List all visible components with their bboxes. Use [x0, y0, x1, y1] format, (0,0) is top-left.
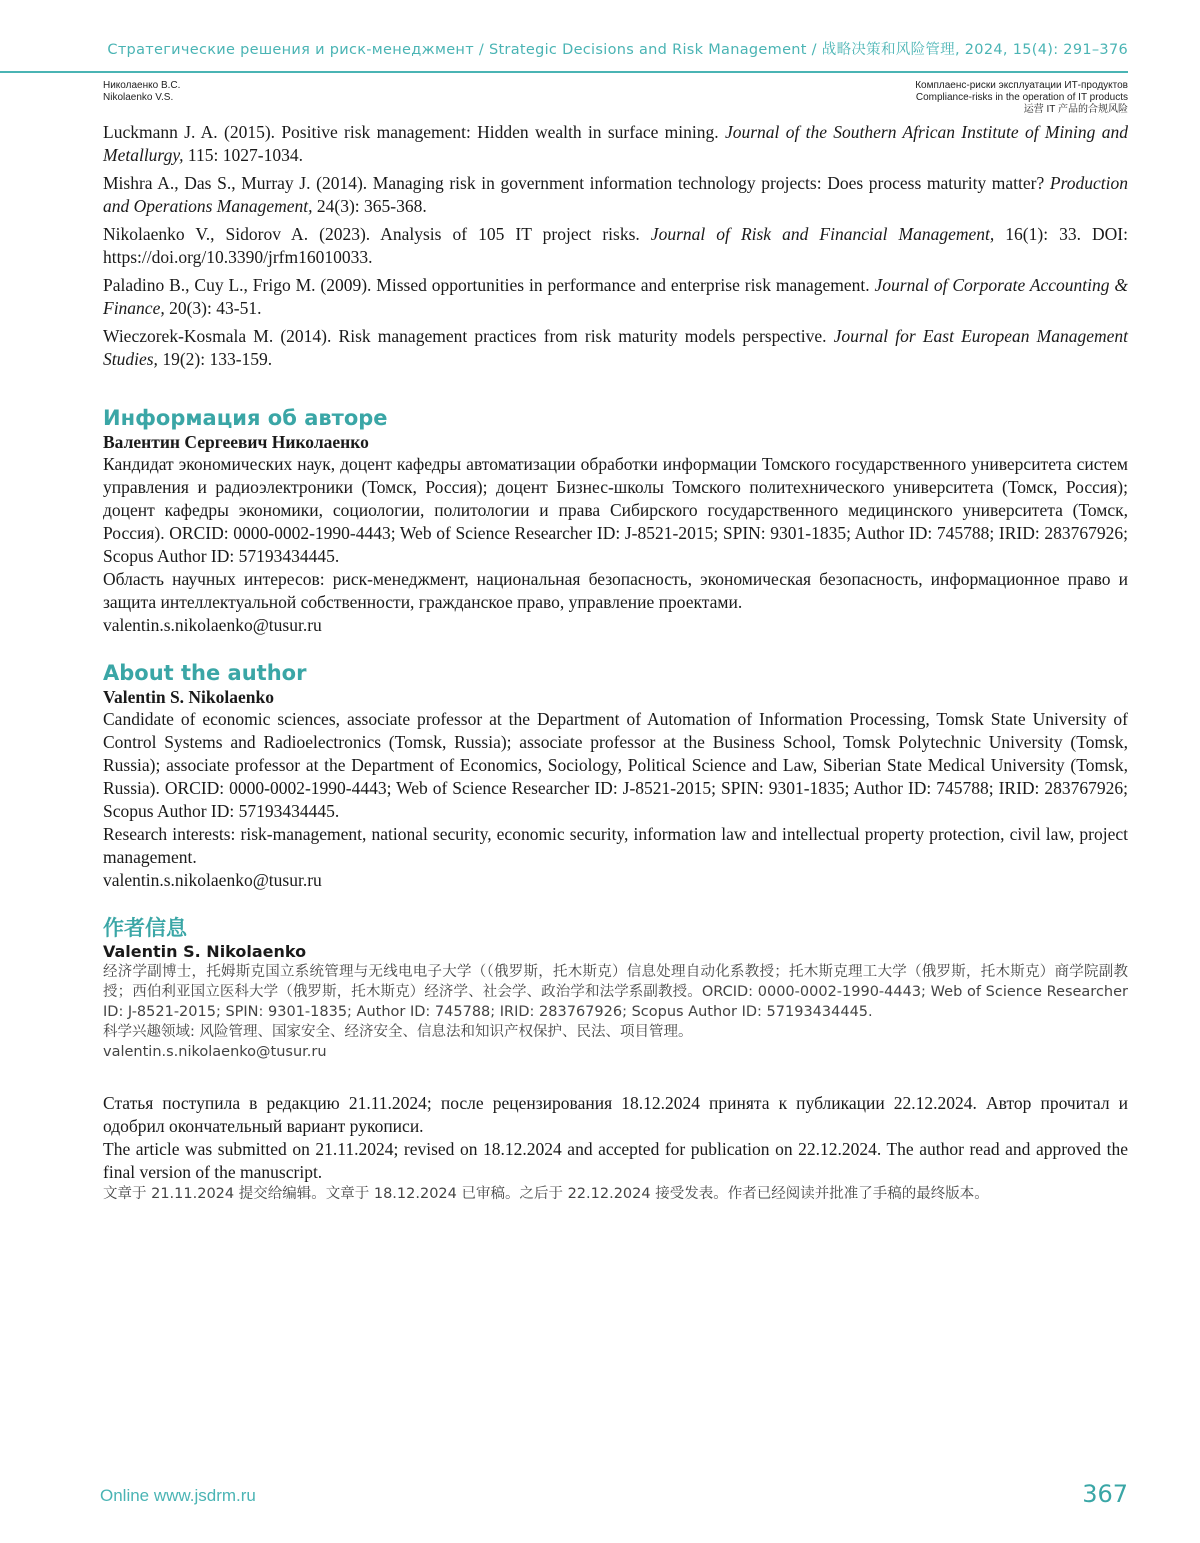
author-name-en: Valentin S. Nikolaenko — [103, 687, 275, 707]
journal-running-head: Стратегические решения и риск-менеджмент / Strategic Decisions and Risk Management / 战略决策和风险管理, 2024, 15(4): 291–376 — [107, 42, 1128, 58]
author-bio-en: Candidate of economic sciences, associate professor at the Department of Automation of Information Processing, Tomsk State University of Control Systems and Radioelectronics (Tomsk, Russia); associate professor at the Business School, Tomsk Polytechnic University (Tomsk, Russia); associate professor at the Department of Economics, Sociology, Political Science and Law, Siberian State Medical University (Tomsk, Russia). ORCID: 0000-0002-1990-4443; Web of Science Researcher ID: J-8521-2015; SPIN: 9301-1835; Author ID: 745788; IRID: 283767926; Scopus Author ID: 57193434445. — [103, 709, 1128, 821]
editorial-note-en: The article was submitted on 21.11.2024; revised on 18.12.2024 and accepted for publication on 22.12.2024. The author read and approved the final version of the manuscript. — [103, 1139, 1128, 1182]
section-heading-en: About the author — [103, 661, 307, 685]
author-info-zh — [103, 915, 1128, 1062]
author-info-ru — [103, 405, 1128, 637]
footer-website-link[interactable]: Online www.jsdrm.ru — [100, 1486, 256, 1505]
reference-item: Wieczorek-Kosmala M. (2014). Risk management practices from risk maturity models perspective. Journal for East European Management Studies, 19(2): 133-159. — [103, 326, 1128, 369]
reference-item: Nikolaenko V., Sidorov A. (2023). Analysis of 105 IT project risks. Journal of Risk and Financial Management, 16(1): 33. DOI: https://doi.org/10.3390/jrfm16010033. — [103, 224, 1128, 267]
editorial-note-ru: Статья поступила в редакцию 21.11.2024; после рецензирования 18.12.2024 принята к публикации 22.12.2024. Автор прочитал и одобрил окончательный вариант рукописи. — [103, 1093, 1128, 1136]
reference-item: Paladino B., Cuy L., Frigo M. (2009). Missed opportunities in performance and enterprise risk management. Journal of Corporate Accounting & Finance, 20(3): 43-51. — [103, 275, 1128, 318]
author-name-zh: Valentin S. Nikolaenko — [103, 942, 307, 961]
page-content — [103, 121, 1128, 1204]
author-bio-ru: Кандидат экономических наук, доцент кафедры автоматизации обработки информации Томского государственного университета систем управления и радиоэлектроники (Томск, Россия); доцент Бизнес-школы Томского политехнического университета (Томск, Россия); доцент кафедры экономики, социологии, политологии и права Сибирского государственного медицинского университета (Томск, Россия). ORCID: 0000-0002-1990-4443; Web of Science Researcher ID: J-8521-2015; SPIN: 9301-1835; Author ID: 745788; IRID: 283767926; Scopus Author ID: 57193434445. — [103, 454, 1128, 566]
header-author-ru: Николаенко В.С. — [103, 80, 181, 91]
author-interests-ru: Область научных интересов: риск-менеджмент, национальная безопасность, экономическая безопасность, информационное право и защита интеллектуальной собственности, гражданское право, управление проектами. — [103, 569, 1128, 612]
author-email-ru[interactable]: valentin.s.nikolaenko@tusur.ru — [103, 615, 322, 635]
page-number: 367 — [1082, 1480, 1128, 1508]
reference-item: Mishra A., Das S., Murray J. (2014). Managing risk in government information technology projects: Does process maturity matter? Production and Operations Management, 24(3): 365-368. — [103, 173, 1128, 216]
header-title-zh: 运营 IT 产品的合规风险 — [1023, 104, 1128, 115]
reference-item: Luckmann J. A. (2015). Positive risk management: Hidden wealth in surface mining. Journal of the Southern African Institute of Mining and Metallurgy, 115: 1027-1034. — [103, 122, 1128, 165]
header-article-title — [915, 80, 1128, 116]
header-title-en: Compliance-risks in the operation of IT products — [915, 92, 1128, 103]
author-email-en[interactable]: valentin.s.nikolaenko@tusur.ru — [103, 870, 322, 890]
header-title-ru: Комплаенс-риски эксплуатации ИТ-продуктов — [915, 80, 1128, 91]
editorial-note-zh: 文章于 21.11.2024 提交给编辑。文章于 18.12.2024 已审稿。之后于 22.12.2024 接受发表。作者已经阅读并批准了手稿的最终版本。 — [103, 1186, 989, 1202]
header-rule — [0, 71, 1128, 73]
section-heading-ru: Информация об авторе — [103, 406, 388, 430]
header-author — [103, 80, 180, 104]
author-bio-zh: 经济学副博士，托姆斯克国立系统管理与无线电电子大学（（俄罗斯，托木斯克）信息处理自动化系教授；托木斯克理工大学（俄罗斯，托木斯克）商学院副教授；西伯利亚国立医科大学（俄罗斯，托木斯克）经济学、社会学、政治学和法学系副教授。ORCID: 0000-0002-1990-4443; Web of Science Researcher ID: J-8521-2015; SPIN: 9301-1835; Author ID: 745788; IRID: 283767926; Scopus Author ID: 57193434445. — [103, 964, 1128, 1020]
author-email-zh[interactable]: valentin.s.nikolaenko@tusur.ru — [103, 1044, 327, 1060]
header-author-en: Nikolaenko V.S. — [103, 92, 174, 103]
editorial-note — [103, 1092, 1128, 1204]
section-heading-zh: 作者信息 — [103, 916, 187, 940]
author-interests-zh: 科学兴趣领域: 风险管理、国家安全、经济安全、信息法和知识产权保护、民法、项目管理。 — [103, 1024, 693, 1040]
reference-list — [103, 121, 1128, 371]
author-info-en — [103, 660, 1128, 892]
author-name-ru: Валентин Сергеевич Николаенко — [103, 432, 369, 452]
author-interests-en: Research interests: risk-management, national security, economic security, information law and intellectual property protection, civil law, project management. — [103, 824, 1128, 867]
